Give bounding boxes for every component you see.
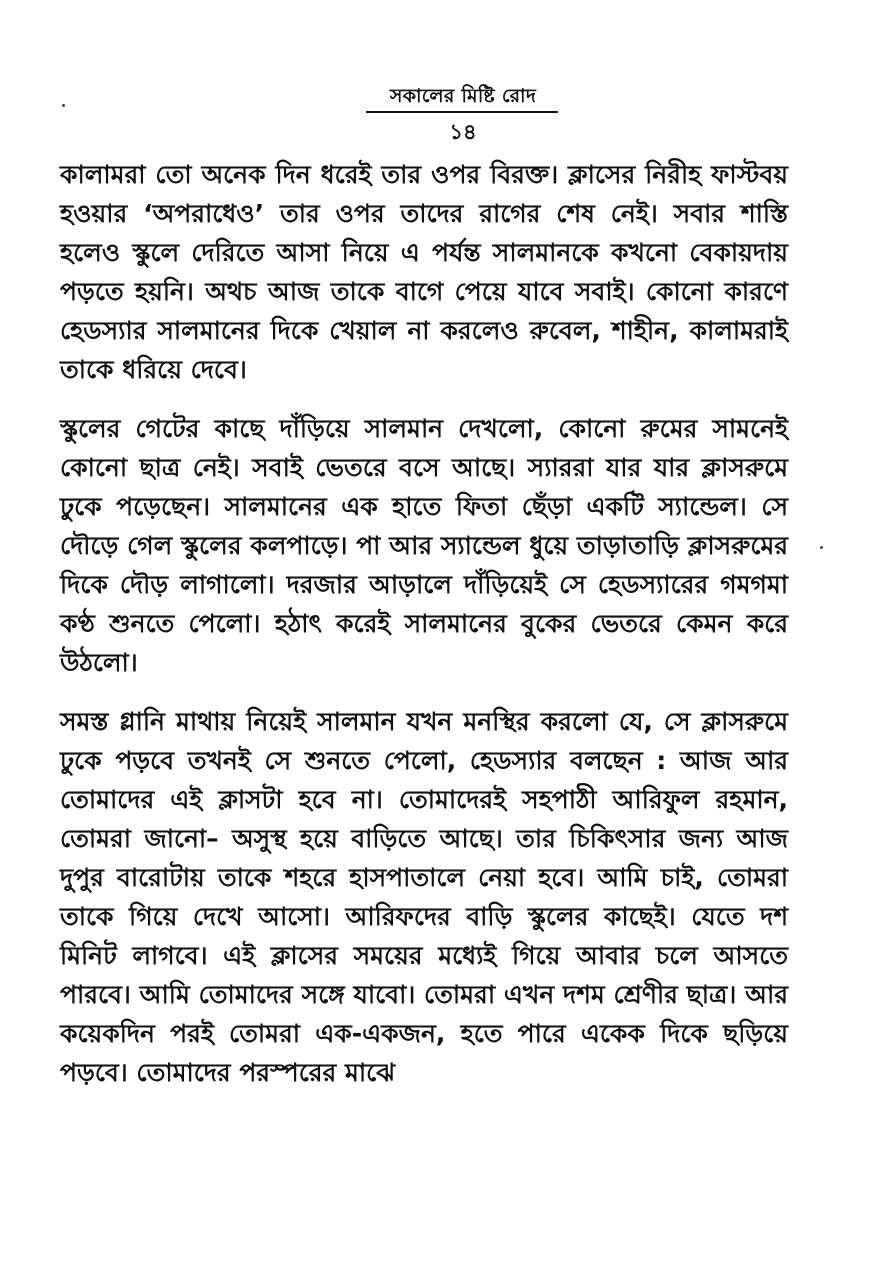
- header-rule: [366, 111, 558, 113]
- speck-mark: [820, 546, 823, 549]
- paragraph: সমস্ত গ্লানি মাথায় নিয়েই সালমান যখন মনস্থির করলো যে, সে ক্লাসরুমে ঢুকে পড়বে তখনই সে শুনতে পেলো, হেডস্যার বলছেন : আজ আর তোমাদের এই ক্লাসটা হবে না। তোমাদেরই সহপাঠী আরিফুল রহমান, তোমরা জানো– অসুস্থ হয়ে বাড়িতে আছে। তার চিকিৎসার জন্য আজ দুপুর বারোটায় তাকে শহরে হাসপাতালে নেয়া হবে। আমি চাই, তোমরা তাকে গিয়ে দেখে আসো। আরিফদের বাড়ি স্কুলের কাছেই। যেতে দশ মিনিট লাগবে। এই ক্লাসের সময়ের মধ্যেই গিয়ে আবার চলে আসতে পারবে। আমি তোমাদের সঙ্গে যাবো। তোমরা এখন দশম শ্রেণীর ছাত্র। আর কয়েকদিন পরই তোমরা এক-একজন, হতে পারে একেক দিকে ছড়িয়ে পড়বে। তোমাদের পরস্পরের মাঝে: [60, 707, 788, 1087]
- speck-mark: [62, 104, 65, 107]
- running-header-title: সকালের মিষ্টি রোদ: [389, 85, 537, 107]
- paragraph: কালামরা তো অনেক দিন ধরেই তার ওপর বিরক্ত। ক্লাসের নিরীহ ফাস্টবয় হওয়ার ‘অপরাধেও’ তার ওপর তাদের রাগের শেষ নেই। সবার শাস্তি হলেও স্কুলে দেরিতে আসা নিয়ে এ পর্যন্ত সালমানকে কখনো বেকায়দায় পড়তে হয়নি। অথচ আজ তাকে বাগে পেয়ে যাবে সবাই। কোনো কারণে হেডস্যার সালমানের দিকে খেয়াল না করলেও রুবেল, শাহীন, কালামরাই তাকে ধরিয়ে দেবে।: [60, 160, 788, 384]
- paragraph: স্কুলের গেটের কাছে দাঁড়িয়ে সালমান দেখলো, কোনো রুমের সামনেই কোনো ছাত্র নেই। সবাই ভেতরে বসে আছে। স্যাররা যার যার ক্লাসরুমে ঢুকে পড়েছেন। সালমানের এক হাতে ফিতা ছেঁড়া একটি স্যান্ডেল। সে দৌড়ে গেল স্কুলের কলপাড়ে। পা আর স্যান্ডেল ধুয়ে তাড়াতাড়ি ক্লাসরুমের দিকে দৌড় লাগালো। দরজার আড়ালে দাঁড়িয়েই সে হেডস্যারের গমগমা কণ্ঠ শুনতে পেলো। হঠাৎ করেই সালমানের বুকের ভেতরে কেমন করে উঠলো।: [60, 414, 788, 677]
- body-text: [60, 155, 788, 1092]
- page-number: ১৪: [449, 120, 477, 144]
